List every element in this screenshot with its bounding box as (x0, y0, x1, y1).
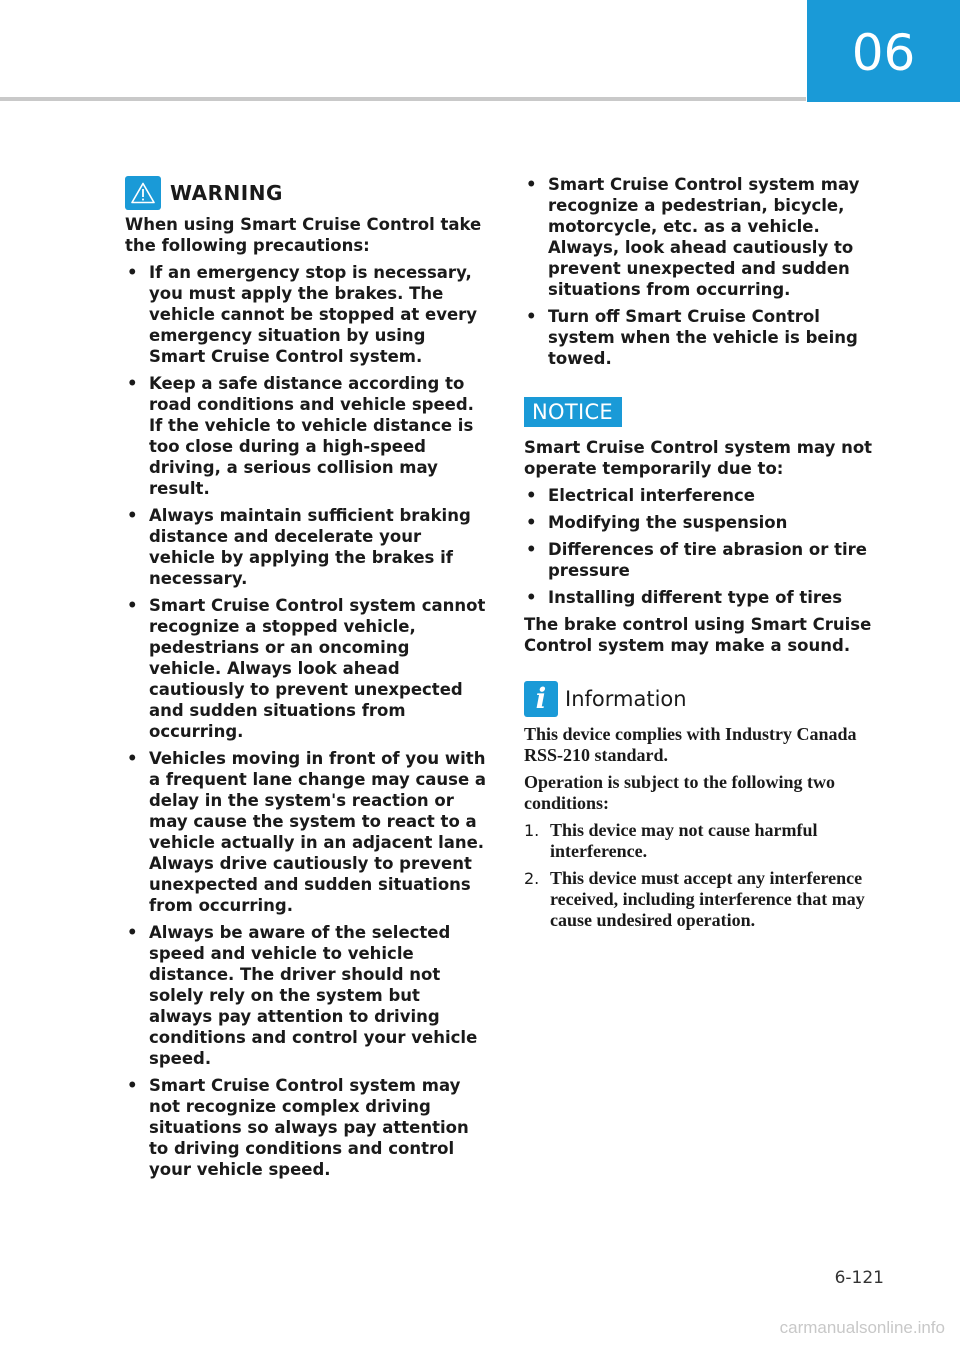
list-item: • Turn off Smart Cruise Control system when the vehicle is being towed. (526, 307, 858, 368)
list-item: • Modifying the suspension (526, 513, 788, 532)
warning-triangle-icon (125, 176, 161, 210)
information-paragraph: This device complies with Industry Canada RSS-210 standard. (524, 724, 857, 765)
left-column (125, 176, 487, 1186)
chapter-tab (807, 0, 960, 102)
watermark-text: carmanualsonline.info (779, 1318, 945, 1337)
list-item: • Differences of tire abrasion or tire pressure (526, 540, 868, 580)
warning-title: WARNING (170, 181, 283, 205)
right-column (524, 174, 886, 937)
notice-list (524, 485, 886, 608)
list-item: • Keep a safe distance according to road conditions and vehicle speed. If the vehicle to vehicle distance is too close during a high-speed driving, a serious collision may result. (127, 374, 474, 498)
information-paragraph: Operation is subject to the following two conditions: (524, 772, 835, 813)
warning-list (125, 262, 487, 1180)
warning-list-continued (524, 174, 886, 369)
info-icon: i (524, 681, 558, 717)
list-item: • Always maintain sufficient braking distance and decelerate your vehicle by applying the brakes if necessary. (127, 506, 471, 588)
header-rule (0, 97, 806, 101)
notice-outro: The brake control using Smart Cruise Control system may make a sound. (524, 615, 872, 655)
list-item: • Installing different type of tires (526, 588, 843, 607)
information-title: Information (565, 687, 687, 711)
list-item: • Smart Cruise Control system may recognize a pedestrian, bicycle, motorcycle, etc. as a vehicle. Always, look ahead cautiously to prevent unexpected and sudden situations from occurring. (526, 175, 860, 299)
list-item: 1. This device may not cause harmful interference. (524, 820, 818, 861)
warning-header (125, 176, 487, 210)
notice-badge: NOTICE (524, 397, 622, 427)
list-item: • Smart Cruise Control system cannot recognize a stopped vehicle, pedestrians or an oncoming vehicle. Always look ahead cautiously to prevent unexpected and sudden situations from occurring. (127, 596, 486, 741)
information-header (524, 680, 886, 718)
list-item: • Smart Cruise Control system may not recognize complex driving situations so always pay attention to driving conditions and control your vehicle speed. (127, 1076, 469, 1179)
notice-intro: Smart Cruise Control system may not operate temporarily due to: (524, 438, 873, 478)
list-item: • Vehicles moving in front of you with a frequent lane change may cause a delay in the system's reaction or may cause the system to react to a vehicle actually in an adjacent lane. Always drive cautiously to prevent unexpected and sudden situations from occurring. (127, 749, 487, 915)
list-item: • Always be aware of the selected speed and vehicle to vehicle distance. The driver should not solely rely on the system but always pay attention to driving conditions and control your vehicle speed. (127, 923, 478, 1068)
list-item: 2. This device must accept any interference received, including interference that may cause undesired operation. (524, 868, 865, 930)
warning-intro: When using Smart Cruise Control take the following precautions: (125, 215, 482, 255)
chapter-number: 06 (851, 24, 916, 82)
information-list (524, 820, 886, 931)
page-number: 6-121 (834, 1268, 884, 1288)
list-item: • If an emergency stop is necessary, you must apply the brakes. The vehicle cannot be stopped at every emergency situation by using Smart Cruise Control system. (127, 263, 478, 366)
list-item: • Electrical interference (526, 486, 755, 505)
